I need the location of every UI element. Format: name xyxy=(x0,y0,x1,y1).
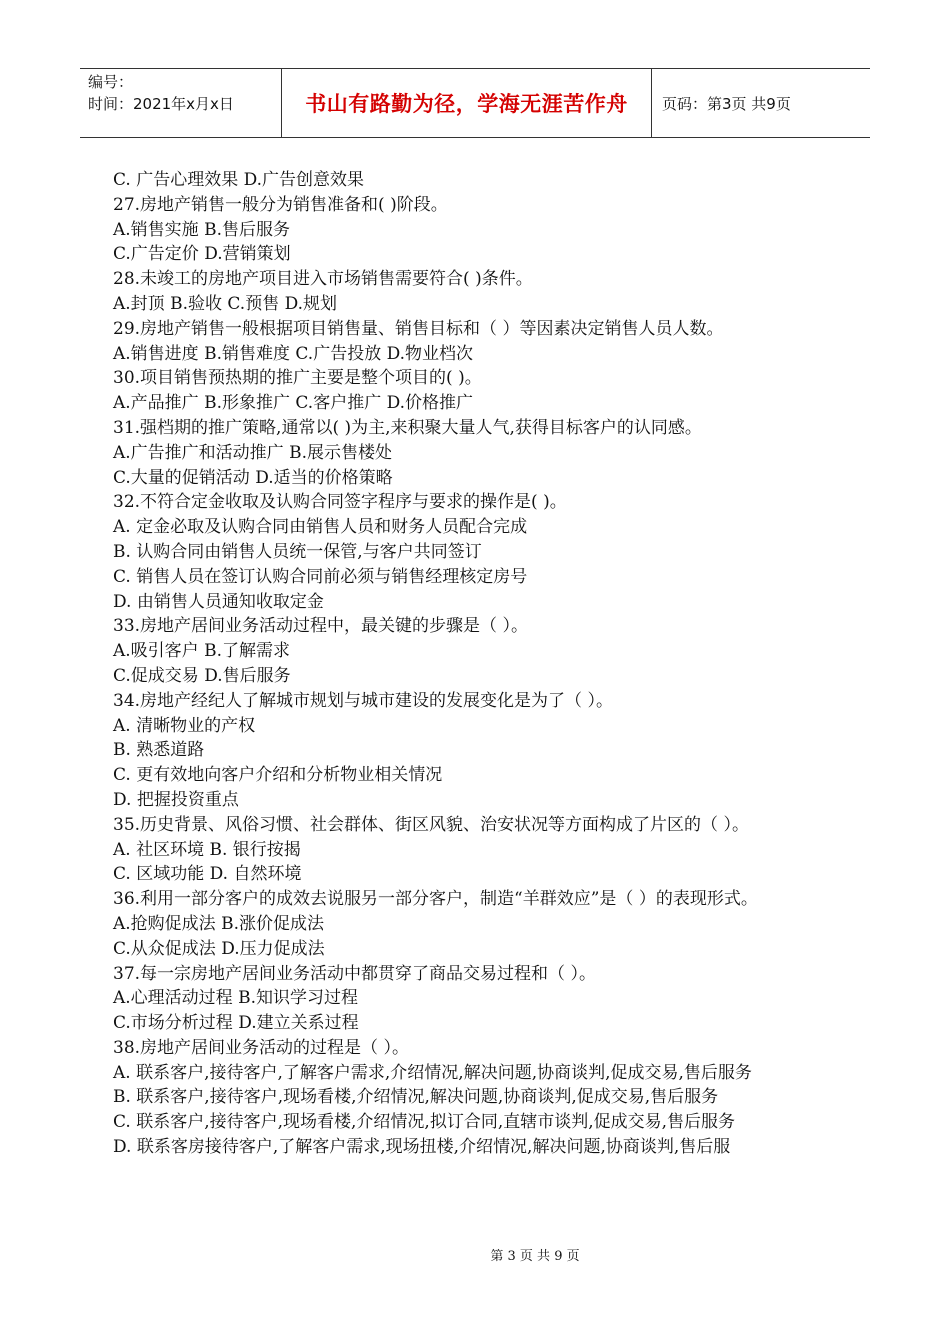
options-line: A.销售进度 B.销售难度 C.广告投放 D.物业档次 xyxy=(113,343,474,364)
options-line: C. 更有效地向客户介绍和分析物业相关情况 xyxy=(113,765,443,786)
options-line: C.广告定价 D.营销策划 xyxy=(113,244,291,265)
options-line: C.市场分析过程 D.建立关系过程 xyxy=(113,1013,359,1034)
options-line: A.心理活动过程 B.知识学习过程 xyxy=(113,988,358,1009)
header-meta xyxy=(80,69,282,137)
header-page-number: 页码：第3页 共9页 xyxy=(662,94,791,113)
question-31: 31.强档期的推广策略,通常以( )为主,来积聚大量人气,获得目标客户的认同感。 xyxy=(113,417,702,438)
options-line: A. 联系客户,接待客户,了解客户需求,介绍情况,解决问题,协商谈判,促成交易,售后服务 xyxy=(113,1062,752,1083)
options-line: C.从众促成法 D.压力促成法 xyxy=(113,938,325,959)
page-header xyxy=(80,68,870,138)
options-line: D. 联系客房接待客户,了解客户需求,现场扭楼,介绍情况,解决问题,协商谈判,售后服 xyxy=(113,1137,731,1158)
options-line: A. 定金必取及认购合同由销售人员和财务人员配合完成 xyxy=(113,517,528,538)
question-33: 33.房地产居间业务活动过程中，最关键的步骤是（ ）。 xyxy=(113,616,528,637)
question-37: 37.每一宗房地产居间业务活动中都贯穿了商品交易过程和（ ）。 xyxy=(113,963,596,984)
options-line: C. 区域功能 D. 自然环境 xyxy=(113,864,302,885)
options-line: A. 清晰物业的产权 xyxy=(113,715,256,736)
question-29: 29.房地产销售一般根据项目销售量、销售目标和（ ）等因素决定销售人员人数。 xyxy=(113,318,724,339)
options-line: A.吸引客户 B.了解需求 xyxy=(113,641,290,662)
document-time-label: 时间：2021年x月x日 xyxy=(88,95,234,113)
header-page-cell xyxy=(652,69,870,137)
header-motto: 书山有路勤为径，学海无涯苦作舟 xyxy=(305,92,628,116)
question-28: 28.未竣工的房地产项目进入市场销售需要符合( )条件。 xyxy=(113,269,533,290)
options-line: C.大量的促销活动 D.适当的价格策略 xyxy=(113,467,393,488)
text-line: C. 广告心理效果 D.广告创意效果 xyxy=(113,170,365,190)
options-line: B. 熟悉道路 xyxy=(113,740,205,761)
page-footer xyxy=(0,1245,950,1264)
question-30: 30.项目销售预热期的推广主要是整个项目的( )。 xyxy=(113,368,482,389)
header-motto-cell xyxy=(282,69,652,137)
options-line: A. 社区环境 B. 银行按揭 xyxy=(113,839,301,860)
options-line: B. 联系客户,接待客户,现场看楼,介绍情况,解决问题,协商谈判,促成交易,售后服务 xyxy=(113,1087,719,1108)
options-line: A.封顶 B.验收 C.预售 D.规划 xyxy=(113,293,338,314)
question-32: 32.不符合定金收取及认购合同签字程序与要求的操作是( )。 xyxy=(113,492,567,513)
options-line: C.促成交易 D.售后服务 xyxy=(113,665,291,686)
document-number-label: 编号： xyxy=(88,73,134,91)
options-line: D. 由销售人员通知收取定金 xyxy=(113,591,324,612)
options-line: C. 销售人员在签订认购合同前必须与销售经理核定房号 xyxy=(113,566,528,587)
question-34: 34.房地产经纪人了解城市规划与城市建设的发展变化是为了（ ）。 xyxy=(113,690,613,711)
options-line: A.广告推广和活动推广 B.展示售楼处 xyxy=(113,442,392,463)
options-line: D. 把握投资重点 xyxy=(113,789,239,810)
options-line: A.销售实施 B.售后服务 xyxy=(113,219,290,240)
question-35: 35.历史背景、风俗习惯、社会群体、街区风貌、治安状况等方面构成了片区的（ ）。 xyxy=(113,814,749,835)
options-line: C. 联系客户,接待客户,现场看楼,介绍情况,拟订合同,直辖市谈判,促成交易,售后服务 xyxy=(113,1112,736,1133)
question-36: 36.利用一部分客户的成效去说服另一部分客户，制造“羊群效应”是（ ）的表现形式。 xyxy=(113,889,758,910)
options-line: A.抢购促成法 B.涨价促成法 xyxy=(113,913,324,934)
question-27: 27.房地产销售一般分为销售准备和( )阶段。 xyxy=(113,194,448,215)
footer-page-number: 第 3 页 共 9 页 xyxy=(490,1249,580,1264)
document-body xyxy=(113,168,840,1160)
options-line: B. 认购合同由销售人员统一保管,与客户共同签订 xyxy=(113,541,482,562)
question-38: 38.房地产居间业务活动的过程是（ ）。 xyxy=(113,1037,409,1058)
options-line: A.产品推广 B.形象推广 C.客户推广 D.价格推广 xyxy=(113,393,474,414)
